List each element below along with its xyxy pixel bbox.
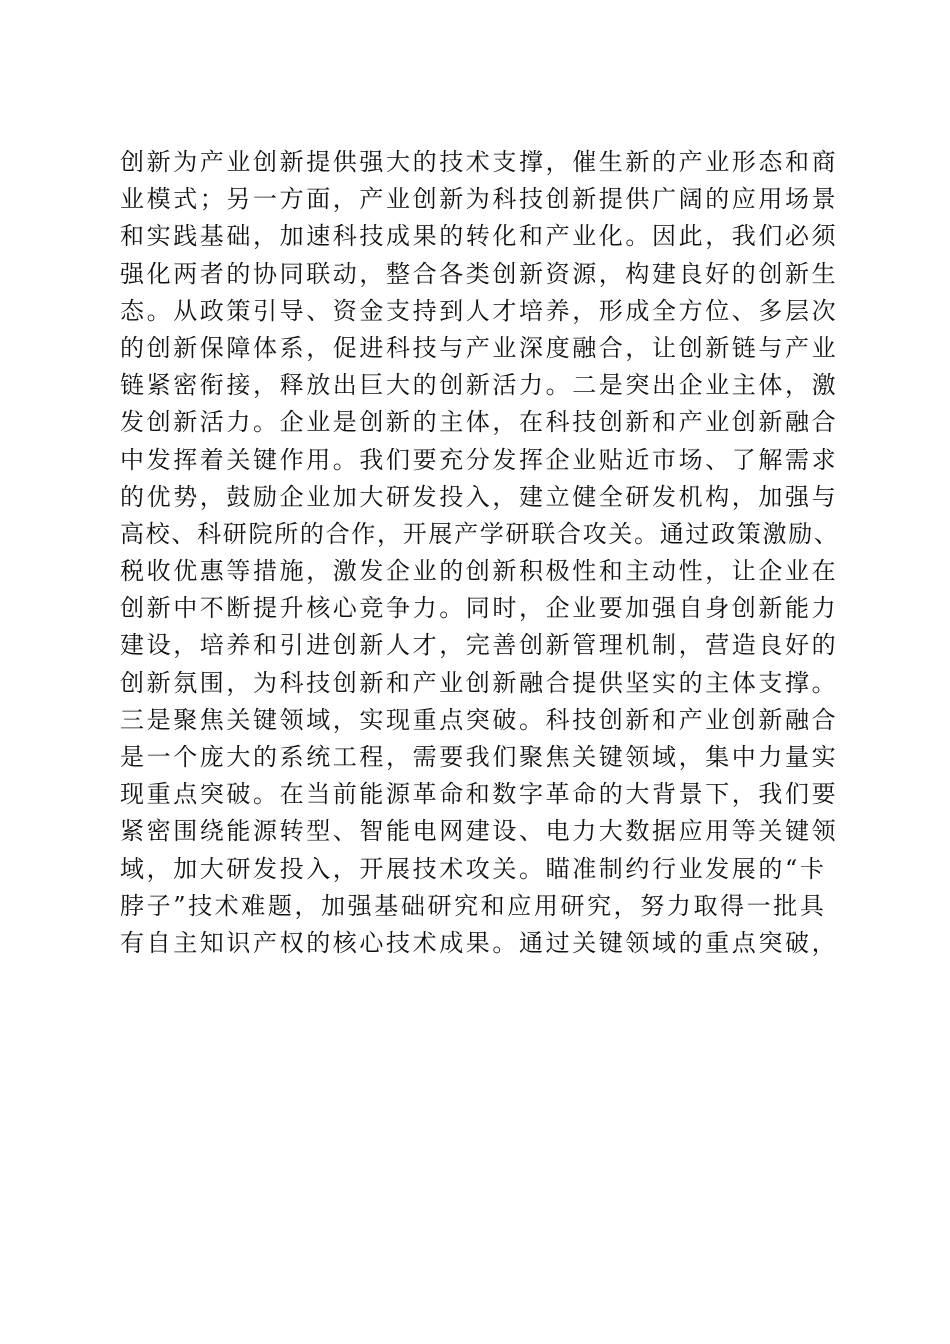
text-line: 域，加大研发投入，开展技术攻关。瞄准制约行业发展的“卡 — [120, 854, 827, 883]
text-line: 现重点突破。在当前能源革命和数字革命的大背景下，我们要 — [120, 780, 839, 809]
text-line: 的创新保障体系，促进科技与产业深度融合，让创新链与产业 — [120, 333, 839, 362]
text-line: 建设，培养和引进创新人才，完善创新管理机制，营造良好的 — [120, 631, 839, 660]
text-line: 业模式；另一方面，产业创新为科技创新提供广阔的应用场景 — [120, 185, 839, 214]
text-line: 三是聚焦关键领域，实现重点突破。科技创新和产业创新融合 — [120, 705, 839, 734]
text-line: 发创新活力。企业是创新的主体，在科技创新和产业创新融合 — [120, 408, 839, 437]
text-line: 税收优惠等措施，激发企业的创新积极性和主动性，让企业在 — [120, 557, 839, 586]
text-line: 态。从政策引导、资金支持到人才培养，形成全方位、多层次 — [120, 296, 839, 325]
text-line: 创新中不断提升核心竞争力。同时，企业要加强自身创新能力 — [120, 594, 839, 623]
text-line: 创新氛围，为科技创新和产业创新融合提供坚实的主体支撑。 — [120, 668, 839, 697]
text-line: 高校、科研院所的合作，开展产学研联合攻关。通过政策激励、 — [120, 519, 840, 548]
text-line: 链紧密衔接，释放出巨大的创新活力。二是突出企业主体，激 — [120, 371, 839, 400]
text-line: 有自主知识产权的核心技术成果。通过关键领域的重点突破， — [120, 928, 839, 957]
text-line: 脖子”技术难题，加强基础研究和应用研究，努力取得一批具 — [120, 891, 827, 920]
text-line: 创新为产业创新提供强大的技术支撑，催生新的产业形态和商 — [120, 148, 839, 176]
text-line: 强化两者的协同联动，整合各类创新资源，构建良好的创新生 — [120, 259, 839, 288]
text-line: 是一个庞大的系统工程，需要我们聚焦关键领域，集中力量实 — [120, 743, 839, 771]
text-line: 和实践基础，加速科技成果的转化和产业化。因此，我们必须 — [120, 222, 839, 251]
text-line: 中发挥着关键作用。我们要充分发挥企业贴近市场、了解需求 — [120, 445, 839, 474]
text-line: 的优势，鼓励企业加大研发投入，建立健全研发机构，加强与 — [120, 482, 839, 511]
text-line: 紧密围绕能源转型、智能电网建设、电力大数据应用等关键领 — [120, 817, 839, 846]
body-paragraph — [120, 144, 840, 962]
